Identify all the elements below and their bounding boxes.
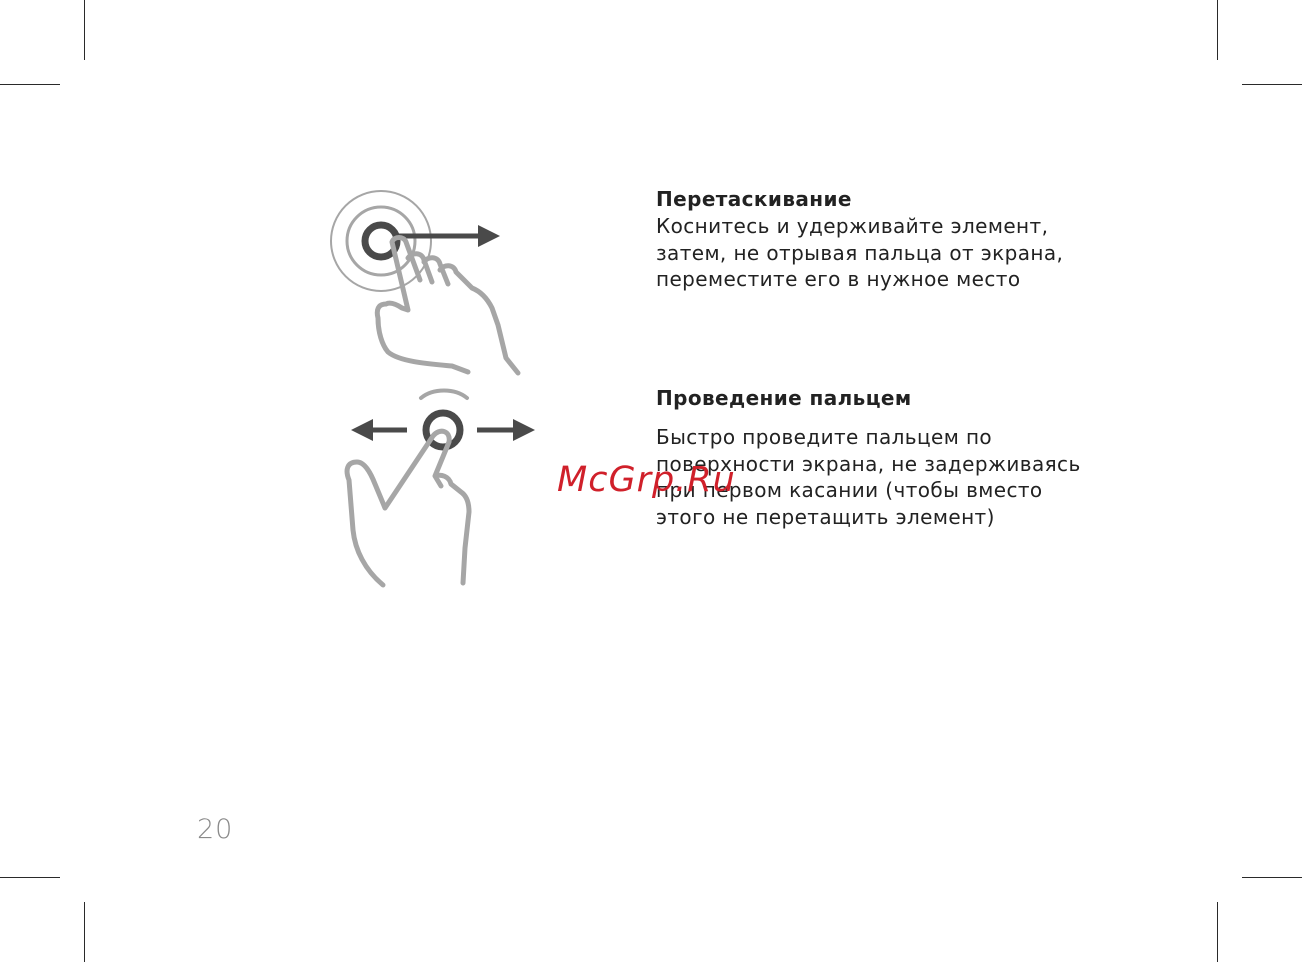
swipe-description-line: поверхности экрана, не задерживаясь — [656, 451, 1081, 476]
crop-mark — [0, 84, 60, 85]
watermark: McGrp.Ru — [557, 460, 736, 500]
drag-description-line: затем, не отрывая пальца от экрана, — [656, 240, 1064, 265]
page-number: 20 — [197, 814, 234, 845]
crop-mark — [0, 877, 60, 878]
crop-mark — [1217, 902, 1218, 962]
drag-description-line: Коснитесь и удерживайте элемент, — [656, 214, 1049, 238]
crop-mark — [84, 902, 85, 962]
drag-title: Перетаскивание — [656, 187, 852, 211]
swipe-description-line: при первом касании (чтобы вместо — [656, 478, 1043, 502]
crop-mark — [1242, 877, 1302, 878]
drag-description-line: переместите его в нужное место — [656, 267, 1021, 291]
crop-mark — [1242, 84, 1302, 85]
swipe-title: Проведение пальцем — [656, 386, 912, 410]
crop-mark — [84, 0, 85, 60]
drag-gesture-icon — [320, 180, 530, 380]
swipe-description-line: этого не перетащить элемент) — [656, 504, 995, 529]
swipe-description-line: Быстро проведите пальцем по — [656, 425, 993, 449]
swipe-gesture-icon — [335, 380, 545, 590]
crop-mark — [1217, 0, 1218, 60]
drag-description — [656, 213, 1156, 293]
